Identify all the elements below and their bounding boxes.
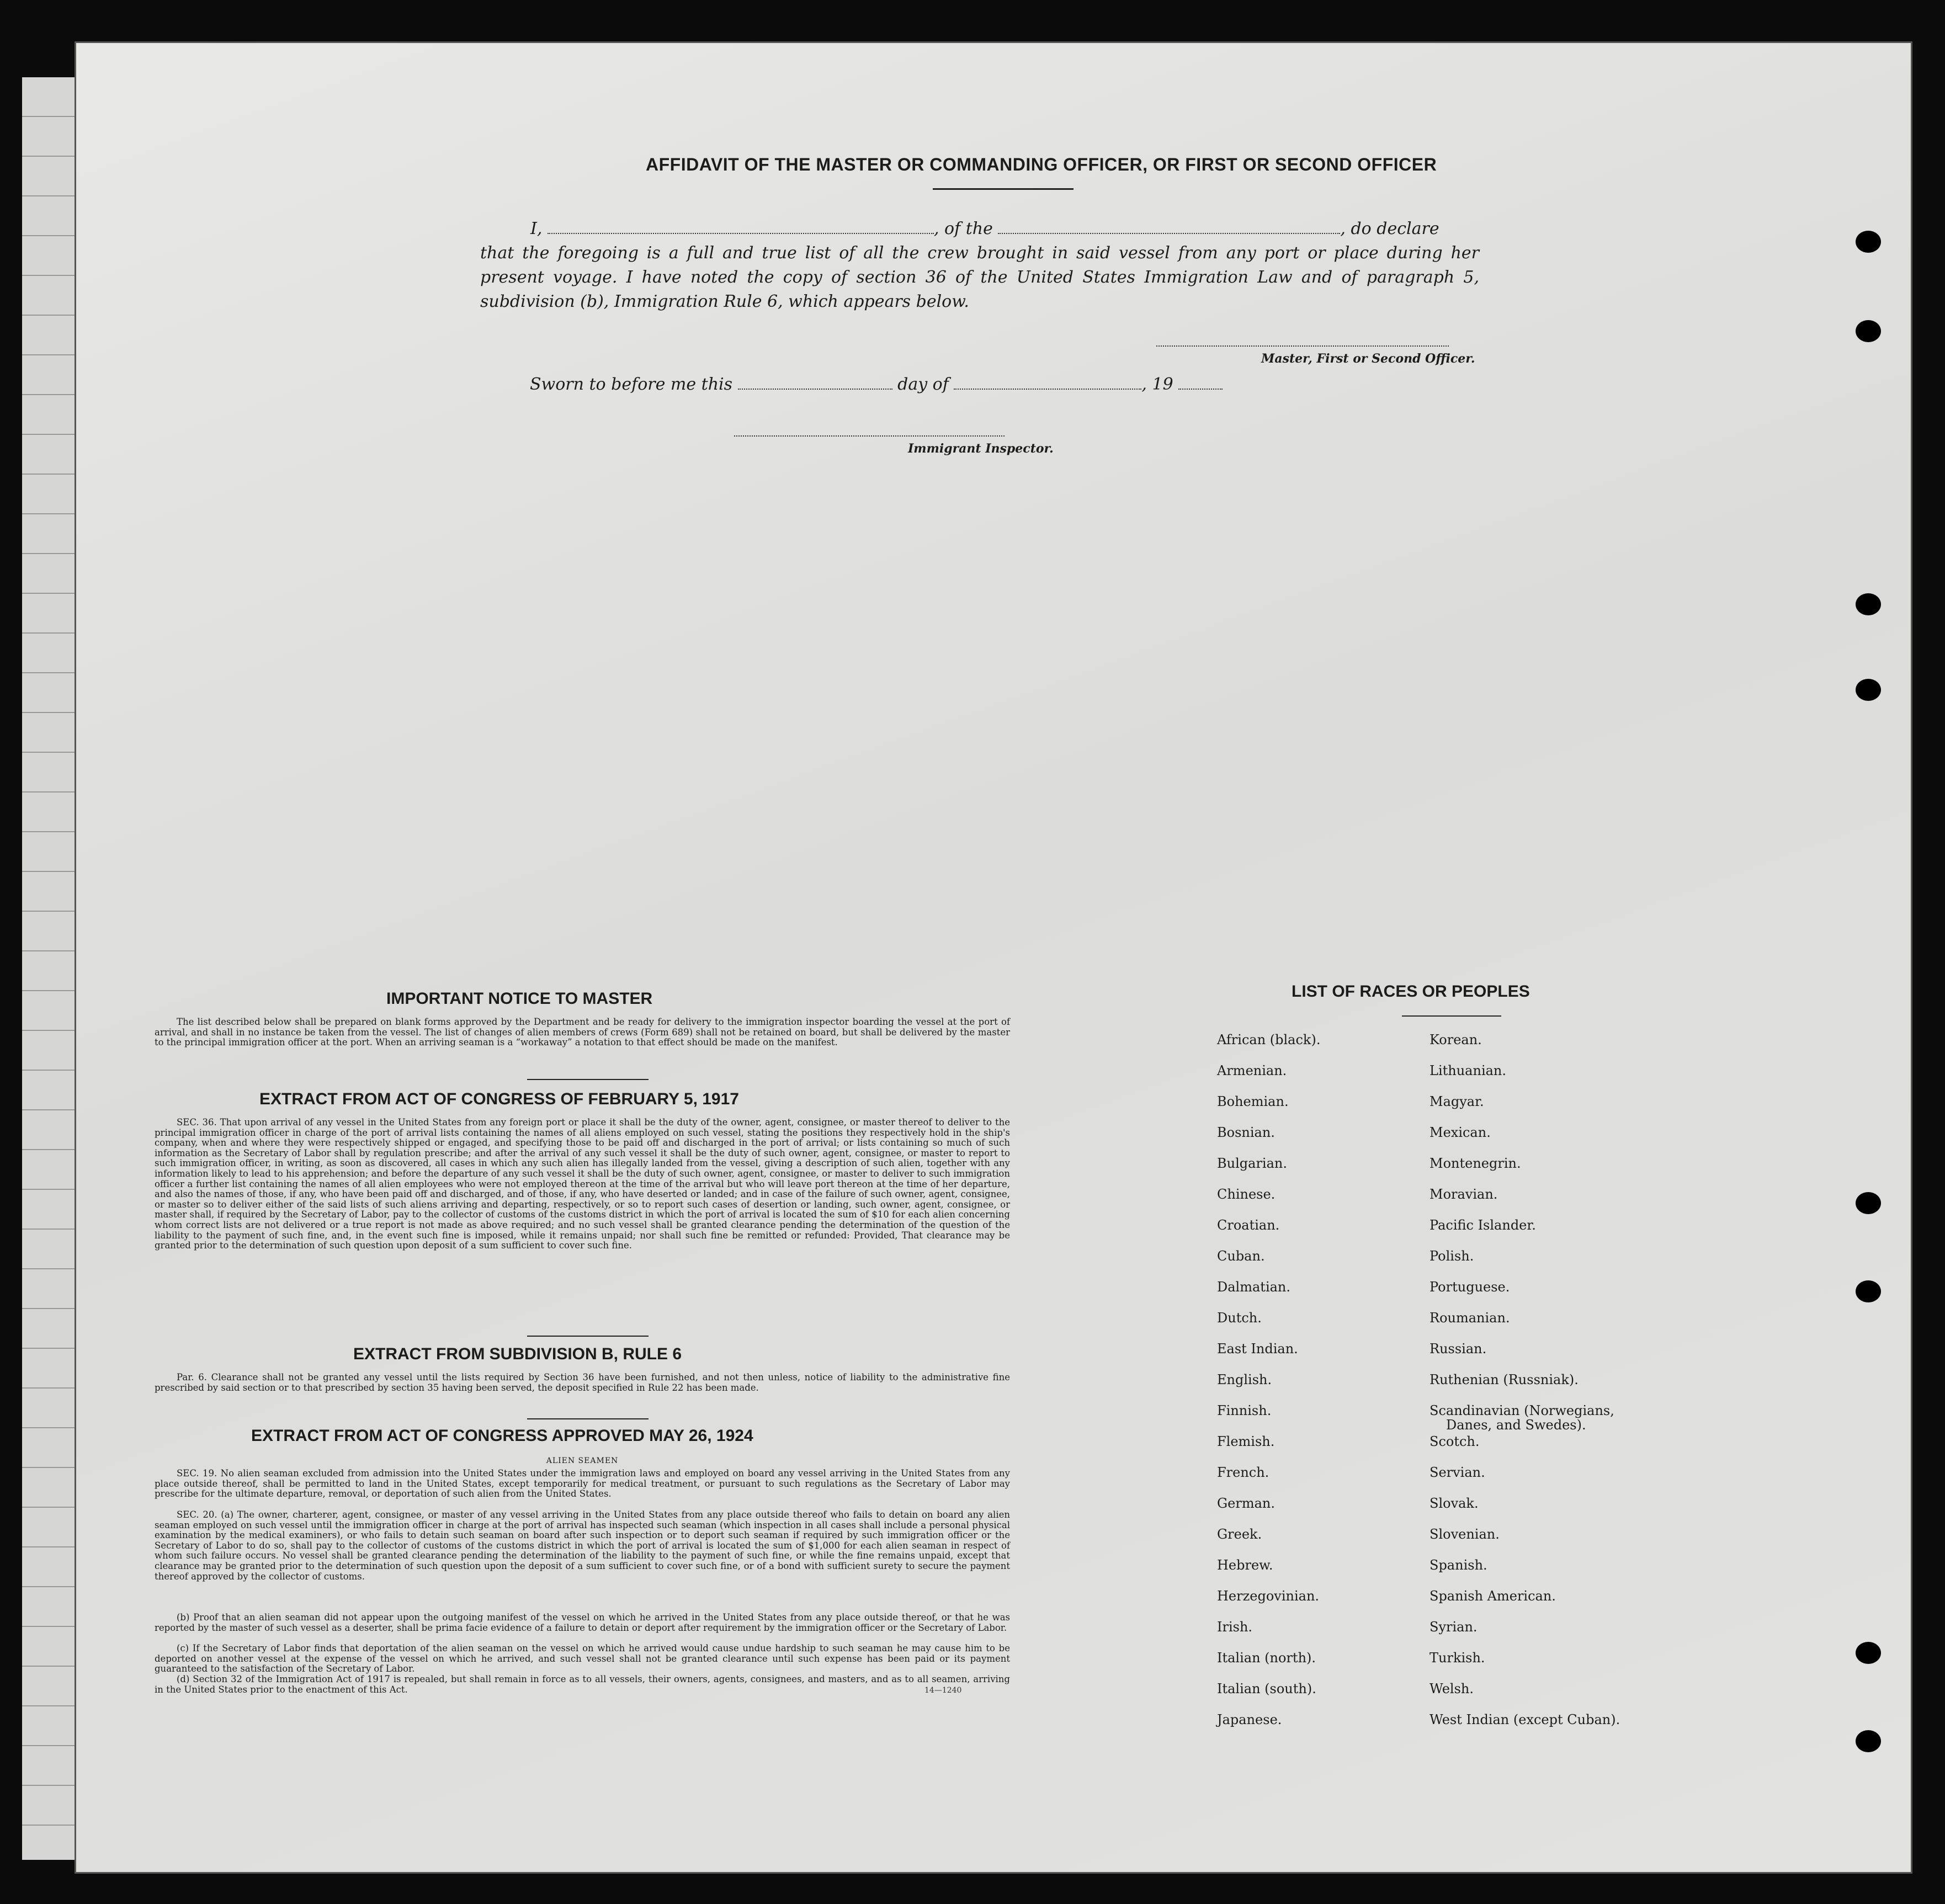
race-item: Portuguese. bbox=[1429, 1279, 1510, 1295]
declaration-end: , do declare bbox=[1340, 219, 1439, 238]
race-item: Welsh. bbox=[1429, 1681, 1474, 1696]
affidavit-title: AFFIDAVIT OF THE MASTER OR COMMANDING OFFICER, OR FIRST OR SECOND OFFICER bbox=[646, 155, 1437, 174]
underlying-ruled-page-edge bbox=[22, 77, 83, 1860]
extract-1924-sec20a: SEC. 20. (a) The owner, charterer, agent, consignee, or master of any vessel arriving in the United States from any place outside thereof who fails to detain on board any alien seaman employed on such vessel until the immigration officer in charge at the port of arrival has inspected such seaman (which inspection in all cases shall include a personal physical examination by the medical examiners), or who fails to detain such seaman on board after such inspection or to deport such seaman if required by such immigration officer or the Secretary of Labor to do so, shall pay to the collector of customs of the customs district in which the port of arrival is located the sum of $1,000 for each alien seaman in respect of whom such failure occurs. No vessel shall be granted clearance pending the determination of the liability to the payment of such fine, or while the fine remains unpaid, except that clearance may be granted prior to the determination of such question upon the deposit of a sum sufficient to cover such fine, or of a bond with sufficient surety to secure the payment thereof approved by the collector of customs. bbox=[155, 1509, 1010, 1582]
extract-1924-sec19: SEC. 19. No alien seaman excluded from admission into the United States under the immigration laws and employed on board any vessel arriving in the United States from any place outside thereof, shall be permitted to land in the United States, except temporarily for medical treatment, or pursuant to such regulations as the Secretary of Labor may prescribe for the ultimate departure, removal, or deportation of such alien from the United States. bbox=[155, 1468, 1010, 1499]
race-item: Italian (south). bbox=[1217, 1681, 1316, 1696]
race-item: Dalmatian. bbox=[1217, 1279, 1291, 1295]
sworn-year-blank[interactable] bbox=[1178, 375, 1223, 390]
race-item: Korean. bbox=[1429, 1032, 1482, 1047]
binder-hole bbox=[1856, 593, 1881, 615]
race-item: Chinese. bbox=[1217, 1187, 1276, 1202]
race-item: Finnish. bbox=[1217, 1403, 1272, 1418]
notice-title: IMPORTANT NOTICE TO MASTER bbox=[386, 990, 653, 1008]
race-item: Scotch. bbox=[1429, 1434, 1480, 1449]
race-item: Irish. bbox=[1217, 1619, 1253, 1635]
document-page bbox=[75, 41, 1912, 1874]
title-underline bbox=[933, 188, 1074, 190]
extract-1917-title: EXTRACT FROM ACT OF CONGRESS OF FEBRUARY 5, 1917 bbox=[259, 1090, 739, 1108]
races-title-underline bbox=[1402, 1015, 1501, 1017]
sworn-start: Sworn to before me this bbox=[530, 375, 733, 394]
signature-label: Master, First or Second Officer. bbox=[1261, 352, 1475, 366]
race-item: Greek. bbox=[1217, 1527, 1262, 1542]
sworn-year: , 19 bbox=[1141, 375, 1173, 394]
race-item: Servian. bbox=[1429, 1465, 1485, 1480]
binder-hole bbox=[1856, 231, 1881, 253]
race-item: East Indian. bbox=[1217, 1341, 1298, 1357]
name-blank[interactable] bbox=[548, 220, 934, 234]
race-item: Cuban. bbox=[1217, 1248, 1265, 1264]
sworn-day-blank[interactable] bbox=[738, 375, 892, 390]
section-divider bbox=[527, 1079, 649, 1080]
race-item: Hebrew. bbox=[1217, 1557, 1273, 1573]
extract-1924-subtitle: ALIEN SEAMEN bbox=[546, 1456, 619, 1465]
race-item: Italian (north). bbox=[1217, 1650, 1316, 1666]
race-item: Japanese. bbox=[1217, 1712, 1282, 1727]
races-right-column bbox=[1429, 1032, 1816, 1816]
sworn-month-blank[interactable] bbox=[954, 375, 1141, 390]
race-item: Slovenian. bbox=[1429, 1527, 1500, 1542]
declaration-i: I, bbox=[530, 219, 543, 238]
race-item: Bulgarian. bbox=[1217, 1156, 1287, 1171]
race-item: Polish. bbox=[1429, 1248, 1474, 1264]
section-divider bbox=[527, 1418, 649, 1419]
race-item: Flemish. bbox=[1217, 1434, 1275, 1449]
race-item: German. bbox=[1217, 1496, 1275, 1511]
race-item: English. bbox=[1217, 1372, 1272, 1387]
binder-hole bbox=[1856, 320, 1881, 342]
race-item: Mexican. bbox=[1429, 1125, 1491, 1140]
signature-line[interactable] bbox=[1156, 332, 1449, 347]
races-title: LIST OF RACES OR PEOPLES bbox=[1292, 982, 1530, 1001]
race-item: Slovak. bbox=[1429, 1496, 1479, 1511]
vessel-blank[interactable] bbox=[998, 220, 1340, 234]
extract-1924-sec20b: (b) Proof that an alien seaman did not appear upon the outgoing manifest of the vessel on which he arrived in the United States from any place outside thereof, or that he was reported by the master of such vessel as a deserter, shall be prima facie evidence of a failure to detain or deport after requirement by the immigration officer or the Secretary of Labor. bbox=[155, 1612, 1010, 1633]
extract-1924-title: EXTRACT FROM ACT OF CONGRESS APPROVED MAY 26, 1924 bbox=[251, 1427, 753, 1445]
race-item: Armenian. bbox=[1217, 1063, 1287, 1078]
race-item: Russian. bbox=[1429, 1341, 1487, 1357]
race-item: French. bbox=[1217, 1465, 1269, 1480]
extract-rule6-title: EXTRACT FROM SUBDIVISION B, RULE 6 bbox=[353, 1345, 682, 1363]
extract-rule6-text: Par. 6. Clearance shall not be granted any vessel until the lists required by Section 36 have been furnished, and not then unless, notice of liability to the administrative fine prescribed by said section or to that prescribed by section 35 having been served, the deposit specified in Rule 22 has been made. bbox=[155, 1372, 1010, 1393]
race-item: Bosnian. bbox=[1217, 1125, 1275, 1140]
sworn-line bbox=[530, 373, 1303, 397]
races-left-column bbox=[1217, 1032, 1438, 1816]
notice-text: The list described below shall be prepared on blank forms approved by the Department and be ready for delivery to the immigration inspector boarding the vessel at the port of arrival, and shall in no instance be taken from the vessel. The list of changes of alien members of crews (Form 689) shall not be retained on board, but shall be delivered by the master to the principal immigration officer at the port. When an arriving seaman is a “workaway” a notation to that effect should be made on the manifest. bbox=[155, 1017, 1010, 1048]
declaration-of-the: , of the bbox=[933, 219, 993, 238]
extract-1924-sec20c: (c) If the Secretary of Labor finds that deportation of the alien seaman on the vessel on which he arrived would cause undue hardship to such seaman he may cause him to be deported on another vessel at the expense of the vessel on which he arrived, and such vessel shall not be granted clearance until such expense has been paid or its payment guaranteed to the satisfaction of the Secretary of Labor. bbox=[155, 1643, 1010, 1674]
race-item: Croatian. bbox=[1217, 1217, 1280, 1233]
race-item: Herzegovinian. bbox=[1217, 1588, 1320, 1604]
race-item: Bohemian. bbox=[1217, 1094, 1289, 1109]
race-item: African (black). bbox=[1217, 1032, 1321, 1047]
inspector-line[interactable] bbox=[734, 422, 1005, 437]
binder-hole bbox=[1856, 1192, 1881, 1214]
race-item: West Indian (except Cuban). bbox=[1429, 1712, 1620, 1727]
race-item: Dutch. bbox=[1217, 1310, 1262, 1326]
race-item: Magyar. bbox=[1429, 1094, 1484, 1109]
extract-1917-text: SEC. 36. That upon arrival of any vessel in the United States from any foreign port or place it shall be the duty of the owner, agent, consignee, or master thereof to deliver to the principal immigration officer in charge of the port of arrival lists containing the names of all aliens employed on such vessel, stating the positions they respectively hold in the ship's company, when and where they were respectively shipped or engaged, and specifying those to be paid off and discharged in the port of arrival; or lists containing so much of such information as the Secretary of Labor shall by regulation prescribe; and after the arrival of any such vessel it shall be the duty of such owner, agent, consignee, or master to report to such immigration officer, in writing, as soon as discovered, all cases in which any such alien has illegally landed from the vessel, giving a description of such alien, together with any information likely to lead to his apprehension; and before the departure of any such vessel it shall be the duty of such owner, agent, consignee, or master to deliver to such immigration officer a further list containing the names of all alien employees who were not employed thereon at the time of the arrival but who will leave port thereon at the time of her departure, and also the names of those, if any, who have been paid off and discharged, and of those, if any, who have deserted or landed; and in case of the failure of such owner, agent, consignee, or master so to deliver either of the said lists of such aliens arriving and departing, respectively, or so to report such cases of desertion or landing, such owner, agent, consignee, or master shall, if required by the Secretary of Labor, pay to the collector of customs of the customs district in which the port of arrival is located the sum of $10 for each alien concerning whom correct lists are not delivered or a true report is not made as above required; and no such vessel shall be granted clearance pending the determination of the question of the liability to the payment of such fine, and, in the event such fine is imposed, while it remains unpaid; nor shall such fine be remitted or refunded: Provided, That clearance may be granted prior to the determination of such question upon deposit of a sum sufficient to cover such fine. bbox=[155, 1117, 1010, 1251]
race-item: Moravian. bbox=[1429, 1187, 1498, 1202]
sworn-day-of: day of bbox=[897, 375, 949, 394]
bleed-through-text bbox=[395, 94, 404, 119]
inspector-label: Immigrant Inspector. bbox=[908, 442, 1054, 456]
section-divider bbox=[527, 1336, 649, 1337]
race-item: Scandinavian (Norwegians, bbox=[1429, 1403, 1614, 1418]
race-item-continuation: Danes, and Swedes). bbox=[1446, 1417, 1586, 1433]
binder-hole bbox=[1856, 1280, 1881, 1302]
race-item: Lithuanian. bbox=[1429, 1063, 1507, 1078]
binder-hole bbox=[1856, 1642, 1881, 1664]
race-item: Roumanian. bbox=[1429, 1310, 1510, 1326]
binder-hole bbox=[1856, 679, 1881, 701]
race-item: Syrian. bbox=[1429, 1619, 1478, 1635]
binder-hole bbox=[1856, 1730, 1881, 1752]
declaration-body: that the foregoing is a full and true list of all the crew brought in said vessel from any port or place during her present voyage. I have noted the copy of section 36 of the United States Immigration Law and of paragraph 5, subdivision (b), Immigration Rule 6, which appears below. bbox=[480, 243, 1479, 311]
race-item: Turkish. bbox=[1429, 1650, 1485, 1666]
race-item: Ruthenian (Russniak). bbox=[1429, 1372, 1579, 1387]
race-item: Montenegrin. bbox=[1429, 1156, 1521, 1171]
extract-1924-sec20d: (d) Section 32 of the Immigration Act of 1917 is repealed, but shall remain in force as to all vessels, their owners, agents, consignees, and masters, and as to all seamen, arriving in the United States prior to the enactment of this Act. bbox=[155, 1674, 1010, 1695]
declaration-line bbox=[530, 217, 1579, 241]
race-item: Spanish American. bbox=[1429, 1588, 1556, 1604]
form-number: 14—1240 bbox=[924, 1686, 962, 1695]
race-item: Spanish. bbox=[1429, 1557, 1487, 1573]
race-item: Pacific Islander. bbox=[1429, 1217, 1536, 1233]
